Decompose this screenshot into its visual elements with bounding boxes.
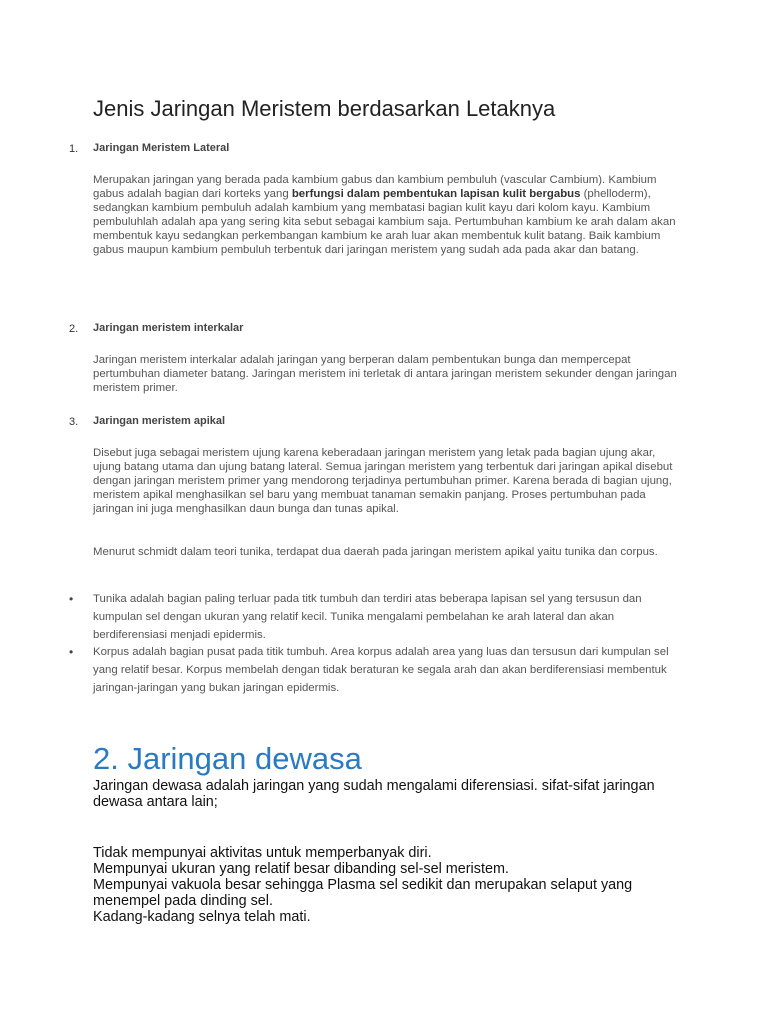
list-number-2: 2. <box>69 323 79 335</box>
section-paragraph-lateral <box>93 173 683 257</box>
bullet-tunika: Tunika adalah bagian paling terluar pada titk tumbuh dan terdiri atas beberapa lapisan sel yang tersusun dan kumpulan sel dengan ukuran yang relatif kecil. Tunika mengalami pembelahan ke arah lateral dan akan berdiferensiasi menjadi epidermis. <box>93 593 642 641</box>
trait-line: Tidak mempunyai aktivitas untuk memperbanyak diri. <box>93 845 432 861</box>
section-heading-jaringan-dewasa: 2. Jaringan dewasa <box>93 741 362 776</box>
page-title: Jenis Jaringan Meristem berdasarkan Letaknya <box>93 96 556 121</box>
jaringan-dewasa-intro: Jaringan dewasa adalah jaringan yang sudah mengalami diferensiasi. sifat-sifat jaringan dewasa antara lain; <box>93 778 655 810</box>
trait-line: Mempunyai vakuola besar sehingga Plasma sel sedikit dan merupakan selaput yang menempel pada dinding sel. <box>93 877 633 909</box>
trait-line: Kadang-kadang selnya telah mati. <box>93 909 311 925</box>
bullet-korpus: Korpus adalah bagian pusat pada titik tumbuh. Area korpus adalah area yang luas dan tersusun dari kumpulan sel yang relatif besar. Korpus membelah dengan tidak beraturan ke segala arah dan akan berdiferensiasi membentuk jaringan-jaringan yang bukan jaringan epidermis. <box>93 646 669 694</box>
trait-line: Mempunyai ukuran yang relatif besar dibanding sel-sel meristem. <box>93 861 509 877</box>
section-paragraph-tunika-intro: Menurut schmidt dalam teori tunika, terdapat dua daerah pada jaringan meristem apikal yaitu tunika dan corpus. <box>93 546 658 558</box>
bullet-marker: • <box>69 592 74 606</box>
section-paragraph-interkalar: Jaringan meristem interkalar adalah jaringan yang berperan dalam pembentukan bunga dan mempercepat pertumbuhan diameter batang. Jaringan meristem ini terletak di antara jaringan meristem sekunder dengan jaringan meristem primer. <box>93 354 677 394</box>
section-heading-interkalar: Jaringan meristem interkalar <box>93 322 244 334</box>
section-heading-apikal: Jaringan meristem apikal <box>93 415 226 427</box>
section-paragraph-apikal: Disebut juga sebagai meristem ujung karena keberadaan jaringan meristem yang letak pada bagian ujung akar, ujung batang utama dan ujung batang lateral. Semua jaringan meristem yang terbentuk dari jaringan apikal disebut dengan jaringan meristem primer yang mendorong terjadinya pertumbuhan primer. Karena berada di bagian ujung, meristem apikal menghasilkan sel baru yang membuat tanaman semakin panjang. Proses pertumbuhan pada jaringan ini juga menghasilkan daun bunga dan tunas apikal. <box>93 447 673 515</box>
paragraph-text: Merupakan jaringan yang berada pada kambium gabus dan kambium pembuluh (vascular Cambium). Kambium gabus adalah bagian dari korteks yang <box>93 174 657 200</box>
section-heading-lateral: Jaringan Meristem Lateral <box>93 142 230 154</box>
list-number-1: 1. <box>69 143 79 155</box>
paragraph-text: (phelloderm), sedangkan kambium pembuluh adalah kambium yang membatasi bagian kulit kayu dari kolom kayu. Kambium pembuluhlah adalah apa yang sering kita sebut sebagai kambium saja. Pertumbuhan kambium ke arah dalam akan membentuk kayu sedangkan perkembangan kambium ke arah luar akan membentuk kulit batang. Baik kambium gabus maupun kambium pembuluh terbentuk dari jaringan meristem yang sudah ada pada akar dan batang. <box>93 188 676 256</box>
bold-phrase: berfungsi dalam pembentukan lapisan kulit bergabus <box>291 188 581 200</box>
bullet-marker: • <box>69 645 74 659</box>
jaringan-dewasa-traits <box>93 845 693 925</box>
list-number-3: 3. <box>69 416 79 428</box>
